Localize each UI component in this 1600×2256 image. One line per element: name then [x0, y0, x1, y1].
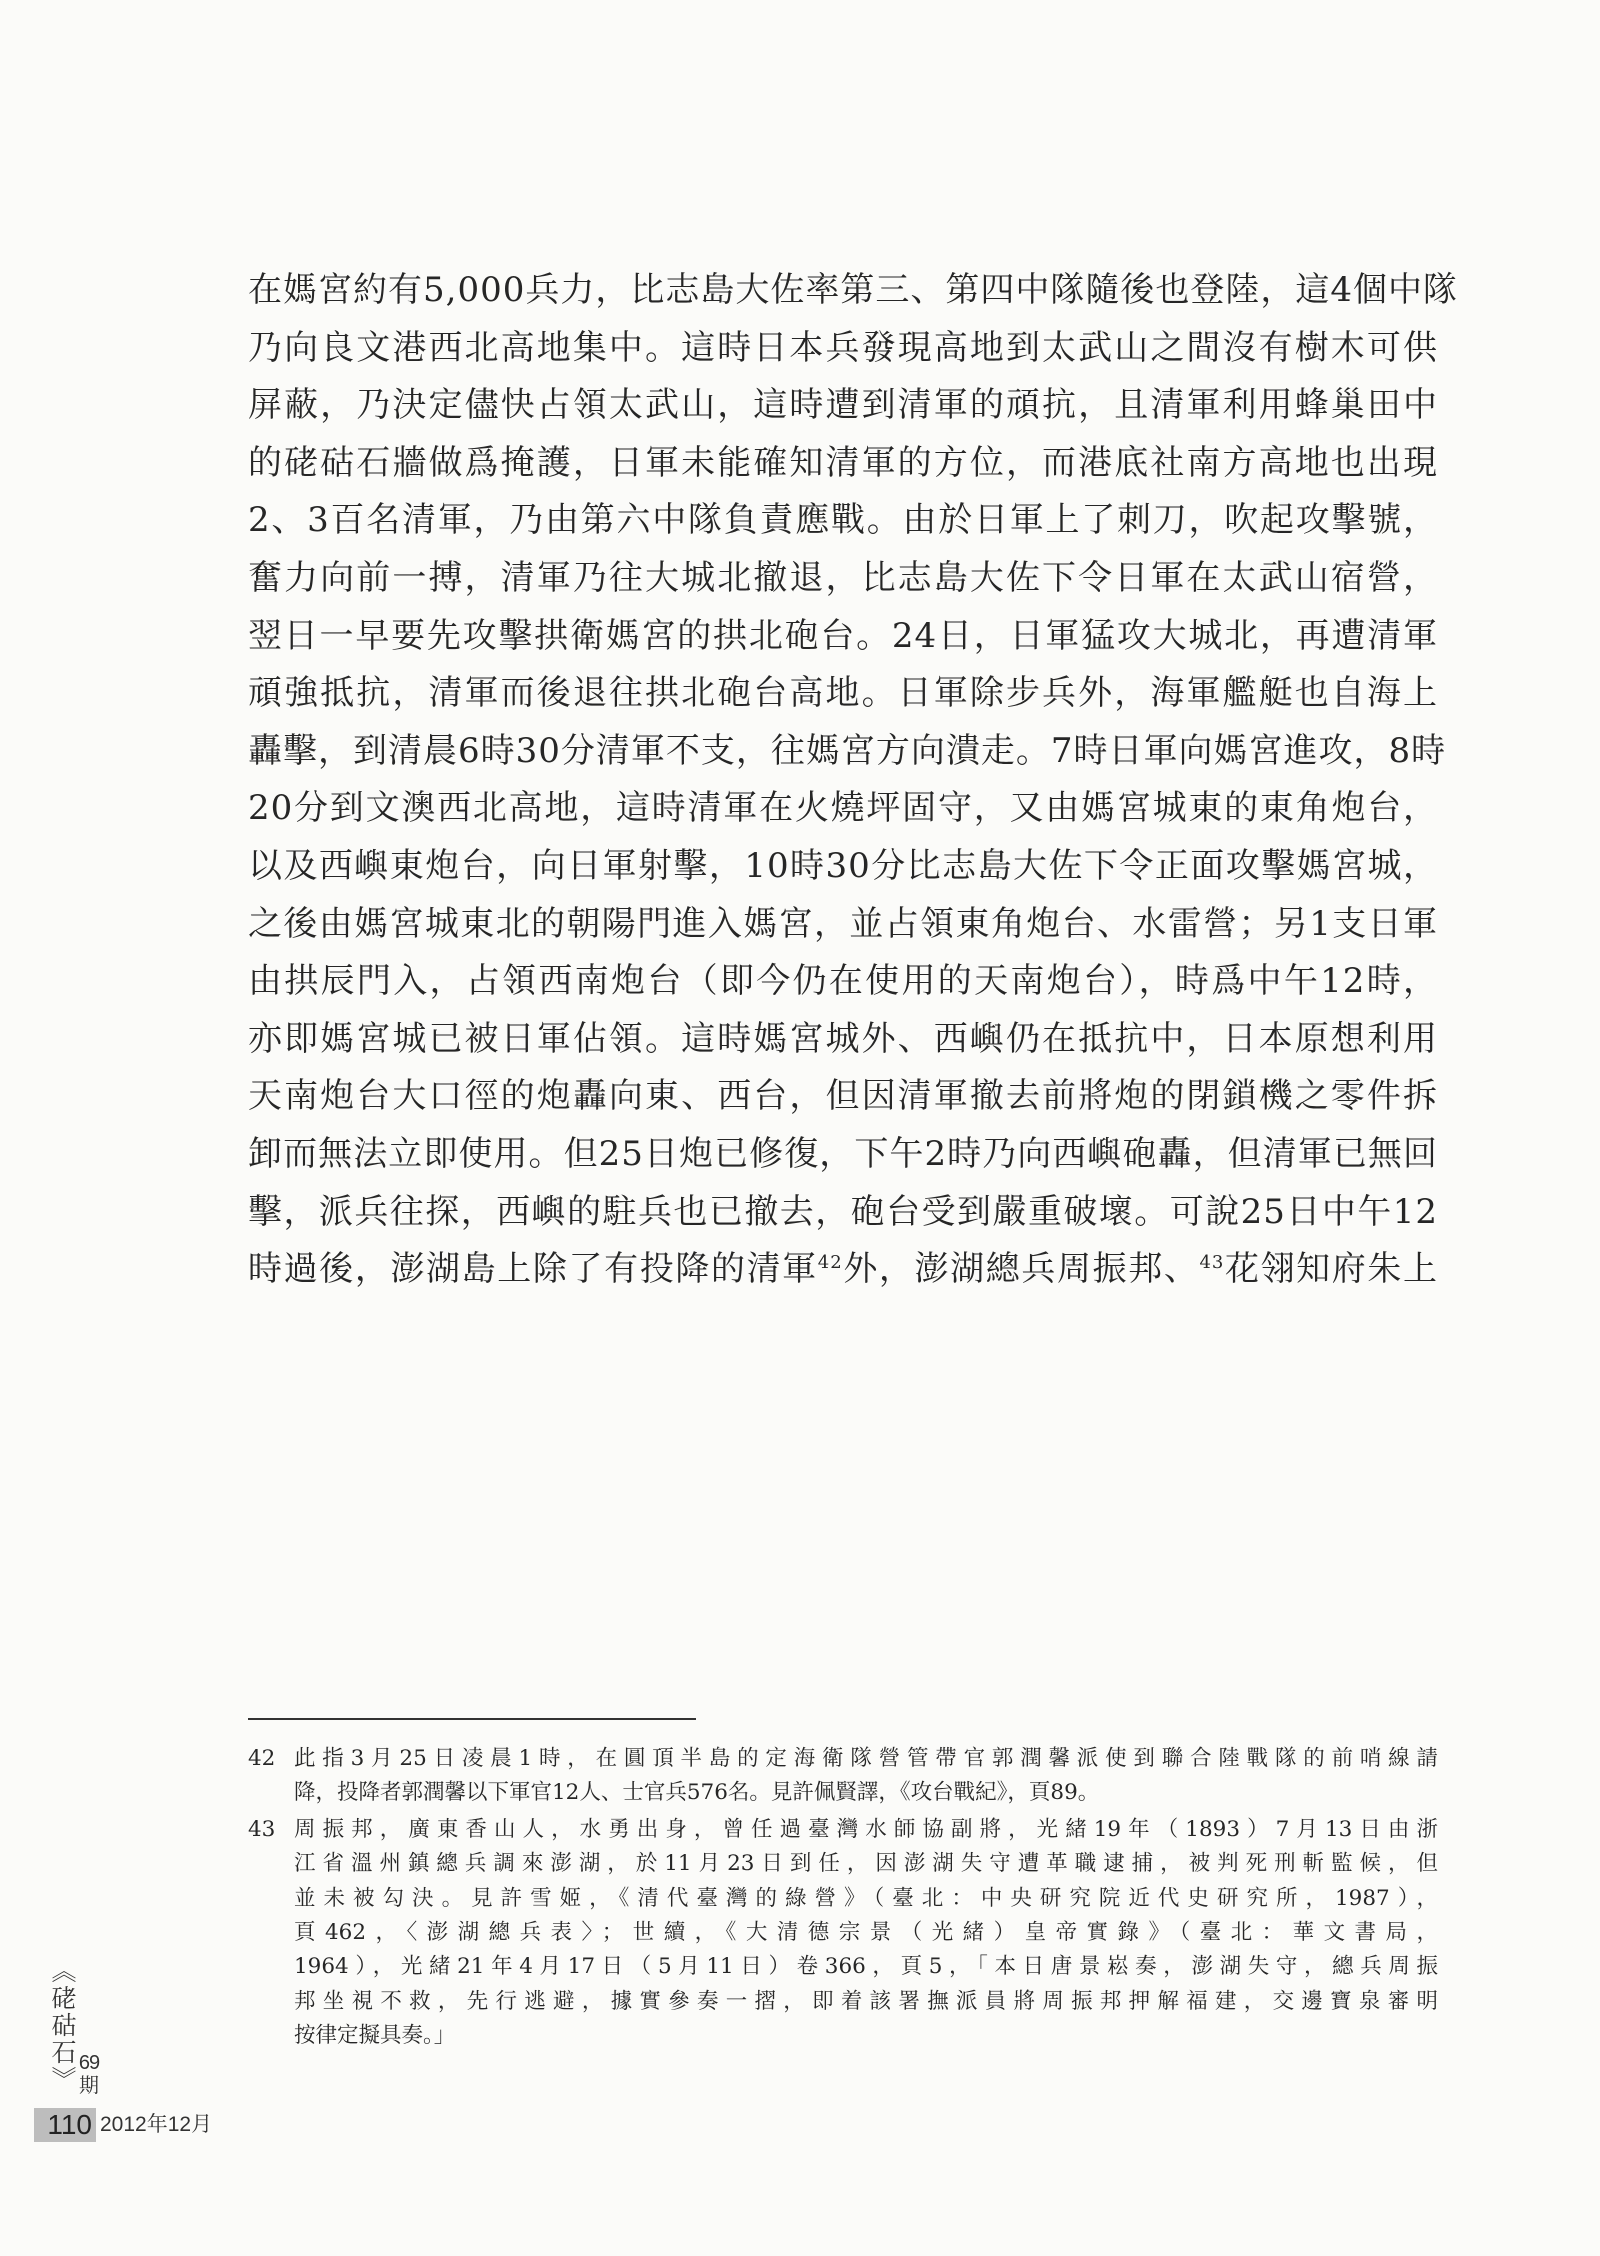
page-number: 110	[34, 2108, 96, 2142]
footnote-line: 邦坐視不救，先行逃避，據實參奏一摺，即着該署撫派員將周振邦押解福建，交邊寶泉審明	[294, 1988, 1438, 2014]
text-line: 在媽宮約有5,000兵力，比志島大佐率第三、第四中隊隨後也登陸，這4個中隊	[248, 270, 1458, 310]
text-segment: 花翎知府朱上	[1224, 1249, 1439, 1290]
text-line: 屏蔽，乃決定儘快占領太武山，這時遭到清軍的頑抗，且清軍利用蜂巢田中	[248, 385, 1438, 426]
issue-unit: 期	[79, 2073, 99, 2097]
text-line: 由拱辰門入，占領西南炮台（即今仍在使用的天南炮台），時爲中午12時，	[248, 961, 1438, 1002]
issue-label	[74, 2052, 104, 2096]
text-line: 2、3百名清軍，乃由第六中隊負責應戰。由於日軍上了刺刀，吹起攻擊號，	[248, 500, 1438, 541]
footnote-line: 1964），光緒21年4月17日（5月11日）卷366，頁5，「本日唐景崧奏，澎湖失守，總兵周振	[294, 1954, 1438, 1980]
footnotes	[248, 1742, 1438, 2056]
footnote-line: 周振邦，廣東香山人，水勇出身，曾任過臺灣水師協副將，光緒19年（1893）7月13日由浙	[294, 1816, 1438, 1842]
footnote-line: 江省溫州鎮總兵調來澎湖，於11月23日到任，因澎湖失守遭革職逮捕，被判死刑斬監候，但	[294, 1851, 1438, 1877]
text-line: 天南炮台大口徑的炮轟向東、西台，但因清軍撤去前將炮的閉鎖機之零件拆	[248, 1076, 1438, 1117]
text-line: 的硓𥑮石牆做爲掩護，日軍未能確知清軍的方位，而港底社南方高地也出現	[248, 442, 1438, 483]
text-line: 頑強抵抗，清軍而後退往拱北砲台高地。日軍除步兵外，海軍艦艇也自海上	[248, 673, 1438, 714]
text-line: 乃向良文港西北高地集中。這時日本兵發現高地到太武山之間沒有樹木可供	[248, 327, 1438, 368]
footnote-ref-43[interactable]: 43	[1199, 1252, 1225, 1274]
footnote-ref-42[interactable]: 42	[817, 1252, 843, 1274]
text-line: 之後由媽宮城東北的朝陽門進入媽宮，並占領東角炮台、水雷營；另1支日軍	[248, 903, 1438, 944]
footnote-number: 42	[248, 1746, 276, 1771]
text-line: 以及西嶼東炮台，向日軍射擊，10時30分比志島大佐下令正面攻擊媽宮城，	[248, 845, 1438, 886]
footnote-line: 按律定擬具奏。」	[294, 2023, 456, 2049]
footnote-line: 此指3月25日凌晨1時，在圓頂半島的定海衛隊營管帶官郭潤馨派使到聯合陸戰隊的前哨線請	[294, 1746, 1438, 1771]
footnote-number: 43	[248, 1816, 276, 1842]
footnote-line: 降，投降者郭潤馨以下軍官12人、士官兵576名。見許佩賢譯，《攻台戰紀》，頁89。	[294, 1780, 1100, 1806]
text-line: 奮力向前一搏，清軍乃往大城北撤退，比志島大佐下令日軍在太武山宿營，	[248, 557, 1438, 598]
footnote-43	[248, 1813, 1438, 2054]
text-line: 20分到文澳西北高地，這時清軍在火燒坪固守，又由媽宮城東的東角炮台，	[248, 788, 1438, 829]
magazine-title: 《硓𥑮石》	[48, 1958, 77, 2093]
text-line: 卸而無法立即使用。但25日炮已修復，下午2時乃向西嶼砲轟，但清軍已無回	[248, 1133, 1438, 1174]
issue-number: 69	[78, 2052, 100, 2074]
text-line-with-footnote-refs	[248, 1241, 1438, 1299]
text-line: 亦即媽宮城已被日軍佔領。這時媽宮城外、西嶼仍在抵抗中，日本原想利用	[248, 1018, 1438, 1059]
text-line: 轟擊，到清晨6時30分清軍不支，往媽宮方向潰走。7時日軍向媽宮進攻，8時	[248, 730, 1447, 771]
text-segment: 時過後，澎湖島上除了有投降的清軍	[248, 1249, 818, 1290]
text-line: 翌日一早要先攻擊拱衛媽宮的拱北砲台。24日，日軍猛攻大城北，再遭清軍	[248, 615, 1438, 656]
footnote-divider	[248, 1718, 696, 1720]
issue-date: 2012年12月	[100, 2113, 213, 2136]
body-text	[248, 262, 1458, 1299]
footnote-42	[248, 1742, 1438, 1811]
text-line: 擊，派兵往探，西嶼的駐兵也已撤去，砲台受到嚴重破壞。可說25日中午12	[248, 1191, 1438, 1232]
footnote-line: 並未被勾決。見許雪姬，《清代臺灣的綠營》（臺北：中央研究院近代史研究所，1987），	[294, 1885, 1438, 1911]
text-segment: 外，澎湖總兵周振邦、	[842, 1249, 1200, 1290]
footnote-line: 頁462，〈澎湖總兵表〉；世續，《大清德宗景（光緒）皇帝實錄》（臺北：華文書局，	[294, 1919, 1438, 1945]
